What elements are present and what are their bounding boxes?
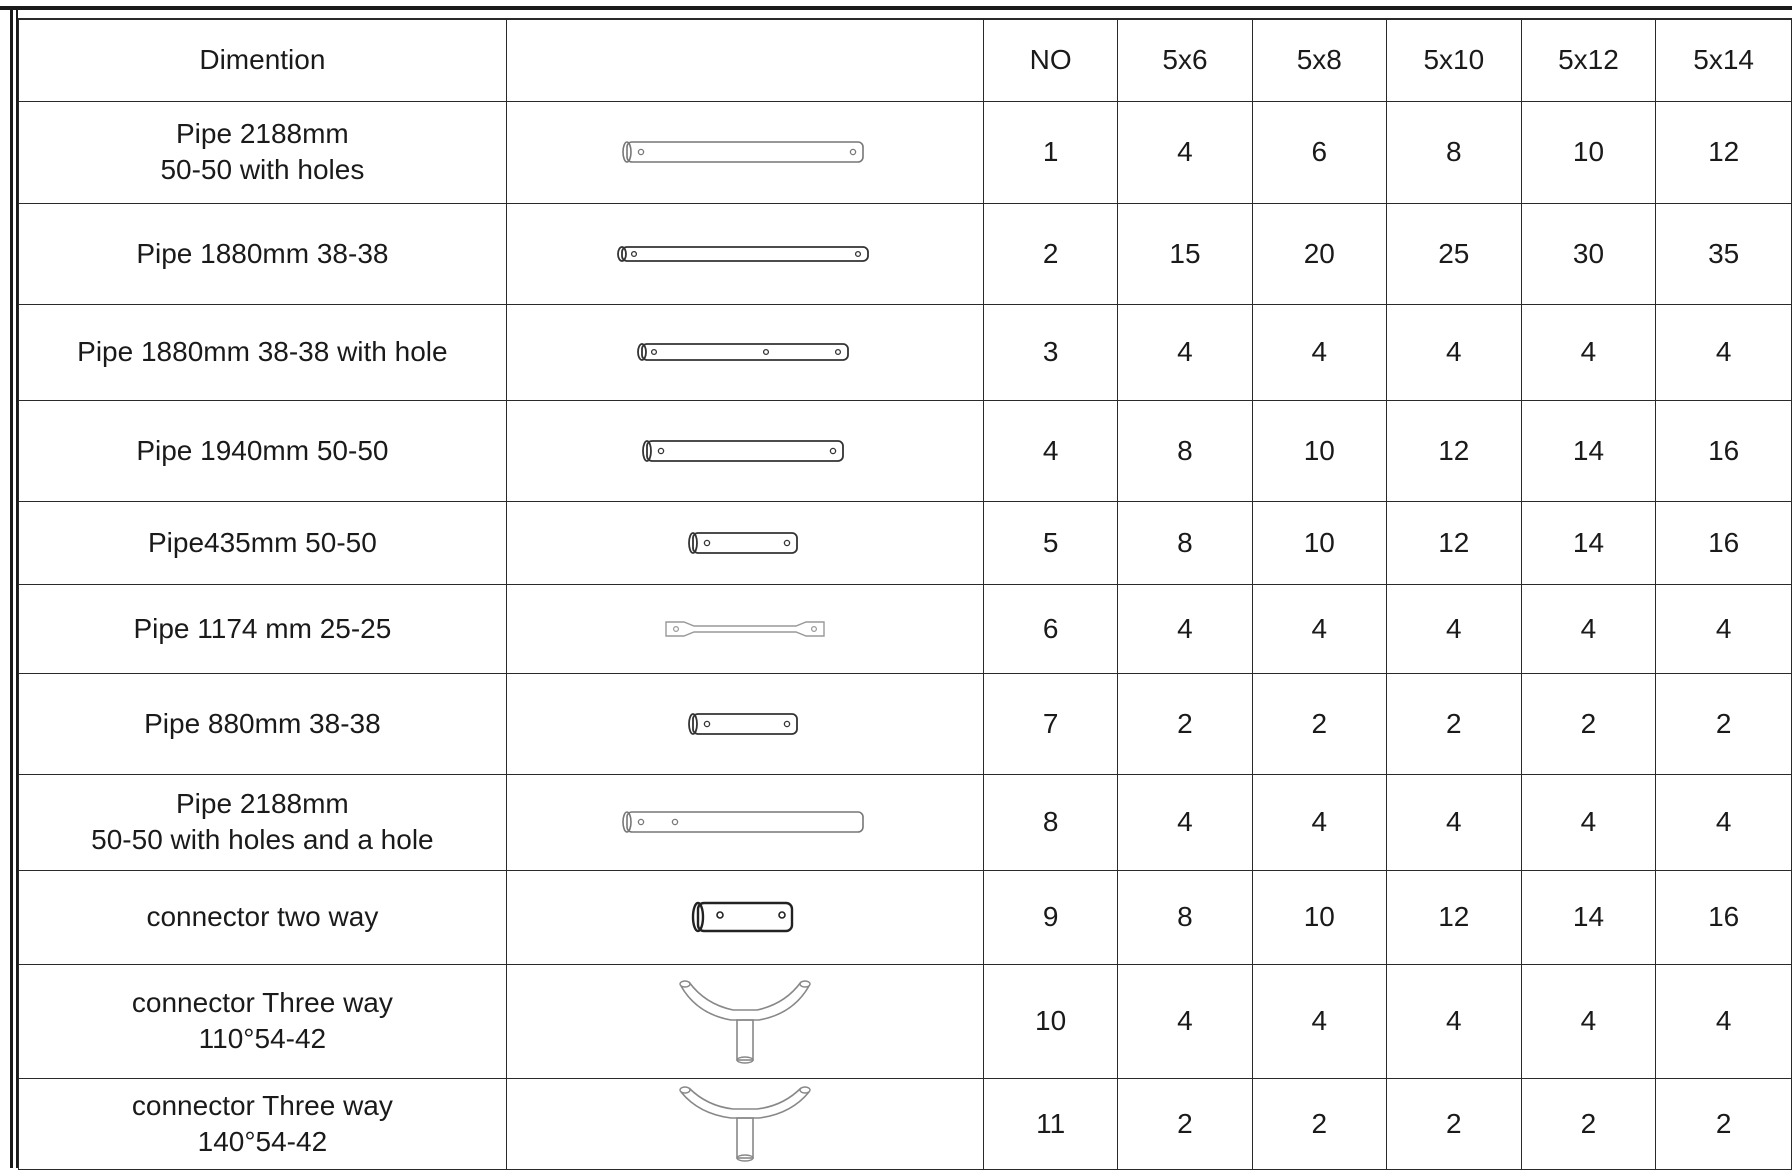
- qty-5x12: 4: [1521, 584, 1656, 673]
- qty-5x8: 2: [1252, 673, 1386, 774]
- part-image: [506, 400, 983, 501]
- part-name: Pipe 2188mm 50-50 with holes and a hole: [19, 774, 507, 870]
- qty-5x12: 2: [1521, 1078, 1656, 1169]
- header-size-5x12: 5x12: [1521, 19, 1656, 101]
- table-row: [19, 584, 1792, 673]
- qty-5x6: 8: [1118, 870, 1252, 964]
- part-image: [506, 101, 983, 203]
- qty-5x12: 4: [1521, 304, 1656, 400]
- top-border: [0, 6, 1792, 10]
- qty-5x12: 10: [1521, 101, 1656, 203]
- part-no: 3: [983, 304, 1117, 400]
- part-image: [506, 1078, 983, 1169]
- qty-5x8: 10: [1252, 501, 1386, 584]
- table-row: [19, 673, 1792, 774]
- part-image: [506, 774, 983, 870]
- part-name: Pipe 2188mm 50-50 with holes: [19, 101, 507, 203]
- part-image: [506, 584, 983, 673]
- part-name: Pipe 1880mm 38-38 with hole: [19, 304, 507, 400]
- qty-5x10: 12: [1387, 400, 1522, 501]
- qty-5x6: 4: [1118, 964, 1252, 1078]
- qty-5x12: 4: [1521, 774, 1656, 870]
- qty-5x8: 10: [1252, 870, 1386, 964]
- table-row: [19, 774, 1792, 870]
- qty-5x8: 4: [1252, 584, 1386, 673]
- qty-5x10: 2: [1387, 1078, 1522, 1169]
- part-name: Pipe 1940mm 50-50: [19, 400, 507, 501]
- qty-5x12: 30: [1521, 203, 1656, 304]
- qty-5x14: 16: [1656, 501, 1792, 584]
- three-way-connector-icon: [675, 1084, 815, 1164]
- part-no: 10: [983, 964, 1117, 1078]
- left-border: [10, 10, 13, 1168]
- qty-5x14: 4: [1656, 584, 1792, 673]
- qty-5x10: 4: [1387, 964, 1522, 1078]
- qty-5x12: 14: [1521, 501, 1656, 584]
- part-image: [506, 304, 983, 400]
- qty-5x10: 8: [1387, 101, 1522, 203]
- qty-5x12: 14: [1521, 870, 1656, 964]
- qty-5x10: 2: [1387, 673, 1522, 774]
- pipe-two-holes-icon: [635, 437, 855, 465]
- header-size-5x10: 5x10: [1387, 19, 1522, 101]
- table-row: [19, 1078, 1792, 1169]
- qty-5x6: 4: [1118, 774, 1252, 870]
- pipe-two-holes-icon: [615, 137, 875, 167]
- qty-5x8: 4: [1252, 774, 1386, 870]
- qty-5x8: 4: [1252, 964, 1386, 1078]
- header-size-5x8: 5x8: [1252, 19, 1386, 101]
- part-no: 2: [983, 203, 1117, 304]
- part-image: [506, 870, 983, 964]
- pipe-two-holes-icon: [610, 242, 880, 266]
- table-row: [19, 203, 1792, 304]
- qty-5x6: 8: [1118, 400, 1252, 501]
- qty-5x14: 16: [1656, 870, 1792, 964]
- part-name: Pipe 1174 mm 25-25: [19, 584, 507, 673]
- parts-table: [18, 18, 1792, 1170]
- part-no: 1: [983, 101, 1117, 203]
- qty-5x14: 2: [1656, 673, 1792, 774]
- part-image: [506, 501, 983, 584]
- qty-5x6: 2: [1118, 673, 1252, 774]
- qty-5x12: 14: [1521, 400, 1656, 501]
- qty-5x10: 25: [1387, 203, 1522, 304]
- part-image: [506, 203, 983, 304]
- header-no: NO: [983, 19, 1117, 101]
- qty-5x8: 10: [1252, 400, 1386, 501]
- qty-5x14: 4: [1656, 304, 1792, 400]
- qty-5x10: 4: [1387, 584, 1522, 673]
- part-name: connector two way: [19, 870, 507, 964]
- part-name: connector Three way 140°54-42: [19, 1078, 507, 1169]
- header-size-5x6: 5x6: [1118, 19, 1252, 101]
- qty-5x12: 2: [1521, 673, 1656, 774]
- table-row: [19, 870, 1792, 964]
- pipe-three-holes-icon: [630, 340, 860, 364]
- two-way-connector-icon: [690, 899, 800, 935]
- qty-5x14: 35: [1656, 203, 1792, 304]
- qty-5x10: 12: [1387, 870, 1522, 964]
- qty-5x10: 4: [1387, 304, 1522, 400]
- part-name: Pipe435mm 50-50: [19, 501, 507, 584]
- header-row: [19, 19, 1792, 101]
- qty-5x6: 15: [1118, 203, 1252, 304]
- part-no: 8: [983, 774, 1117, 870]
- header-dimension: Dimention: [19, 19, 507, 101]
- part-no: 5: [983, 501, 1117, 584]
- table-row: [19, 101, 1792, 203]
- part-no: 9: [983, 870, 1117, 964]
- table-row: [19, 964, 1792, 1078]
- part-image: [506, 673, 983, 774]
- qty-5x6: 4: [1118, 584, 1252, 673]
- qty-5x14: 4: [1656, 964, 1792, 1078]
- qty-5x6: 4: [1118, 101, 1252, 203]
- pipe-near-end-holes-icon: [615, 807, 875, 837]
- header-size-5x14: 5x14: [1656, 19, 1792, 101]
- qty-5x8: 20: [1252, 203, 1386, 304]
- part-name: connector Three way 110°54-42: [19, 964, 507, 1078]
- table-row: [19, 304, 1792, 400]
- qty-5x6: 4: [1118, 304, 1252, 400]
- part-name: Pipe 880mm 38-38: [19, 673, 507, 774]
- short-pipe-icon: [685, 529, 805, 557]
- qty-5x6: 2: [1118, 1078, 1252, 1169]
- part-no: 11: [983, 1078, 1117, 1169]
- part-image: [506, 964, 983, 1078]
- flattened-end-pipe-icon: [660, 617, 830, 641]
- part-no: 7: [983, 673, 1117, 774]
- part-name: Pipe 1880mm 38-38: [19, 203, 507, 304]
- qty-5x14: 16: [1656, 400, 1792, 501]
- qty-5x8: 2: [1252, 1078, 1386, 1169]
- part-no: 6: [983, 584, 1117, 673]
- three-way-connector-icon: [675, 978, 815, 1064]
- qty-5x14: 12: [1656, 101, 1792, 203]
- header-image: [506, 19, 983, 101]
- table-row: [19, 501, 1792, 584]
- table-row: [19, 400, 1792, 501]
- qty-5x10: 4: [1387, 774, 1522, 870]
- short-pipe-icon: [685, 710, 805, 738]
- qty-5x10: 12: [1387, 501, 1522, 584]
- qty-5x6: 8: [1118, 501, 1252, 584]
- qty-5x14: 2: [1656, 1078, 1792, 1169]
- part-no: 4: [983, 400, 1117, 501]
- qty-5x8: 4: [1252, 304, 1386, 400]
- qty-5x8: 6: [1252, 101, 1386, 203]
- qty-5x14: 4: [1656, 774, 1792, 870]
- qty-5x12: 4: [1521, 964, 1656, 1078]
